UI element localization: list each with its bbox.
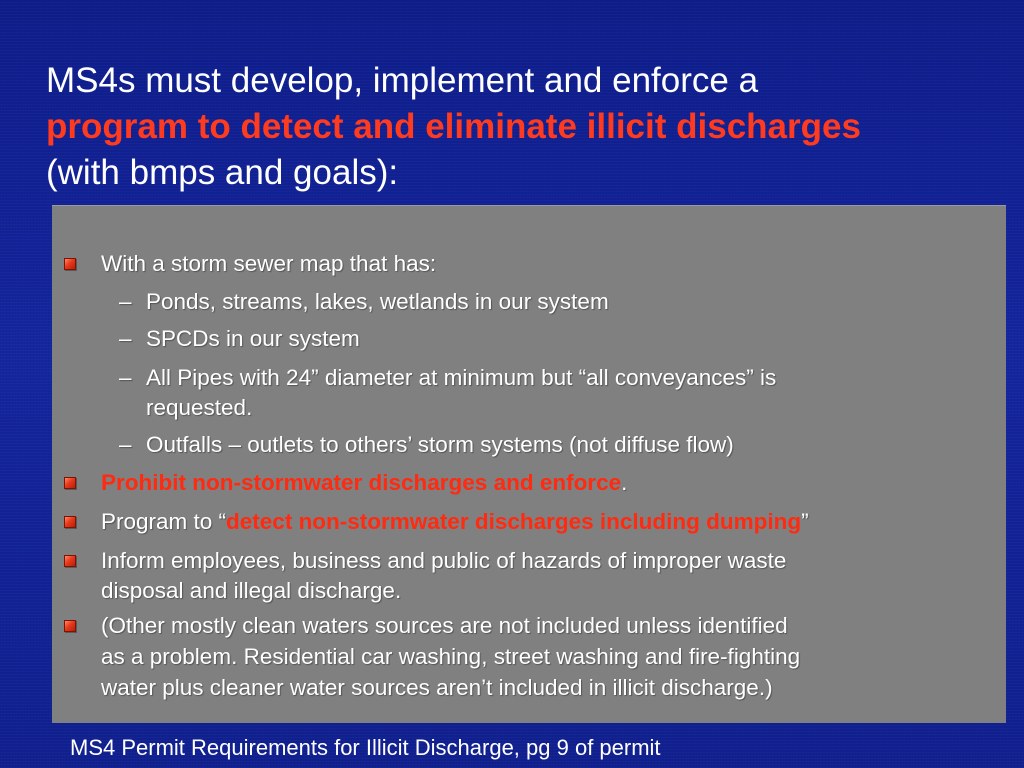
bullet-prohibit-discharges [101,467,1001,498]
bullet-inform-line-2: disposal and illegal discharge. [101,578,402,603]
slide-title [46,58,1006,196]
square-bullet-icon [64,516,76,528]
bullet-inform-line-1: Inform employees, business and public of hazards of improper waste [101,548,787,573]
prohibit-suffix: . [621,470,628,495]
dash-bullet: – [119,326,132,351]
detect-highlight: detect non-stormwater discharges including dumping [226,509,802,534]
slide-footer: MS4 Permit Requirements for Illicit Discharge, pg 9 of permit [70,735,661,760]
dash-bullet: – [119,365,132,390]
bullet-other-waters-line-1: (Other mostly clean waters sources are not included unless identified [101,613,788,638]
program-suffix: ” [801,509,809,534]
sub-item-outfalls: Outfalls – outlets to others’ storm systems (not diffuse flow) [146,432,734,457]
sub-item-pipes-line-1: All Pipes with 24” diameter at minimum but “all conveyances” is [146,365,777,390]
bullet-program-to-detect [101,506,1001,537]
sub-item-ponds: Ponds, streams, lakes, wetlands in our system [146,289,609,314]
square-bullet-icon [64,258,76,270]
square-bullet-icon [64,555,76,567]
program-prefix: Program to “ [101,509,227,534]
square-bullet-icon [64,477,76,489]
sub-item-pipes-line-2: requested. [146,395,253,420]
prohibit-highlight: Prohibit non-stormwater discharges and enforce [101,470,622,495]
square-bullet-icon [64,620,76,632]
bullet-other-waters-line-3: water plus cleaner water sources aren’t included in illicit discharge.) [101,675,773,700]
title-line-1: MS4s must develop, implement and enforce a [46,61,759,100]
bullet-other-waters-line-2: as a problem. Residential car washing, street washing and fire-fighting [101,644,801,669]
dash-bullet: – [119,432,132,457]
bullet-storm-sewer-map: With a storm sewer map that has: [101,251,437,276]
sub-item-spcds: SPCDs in our system [146,326,360,351]
content-panel [52,205,1006,723]
dash-bullet: – [119,289,132,314]
title-line-2-highlight: program to detect and eliminate illicit discharges [46,107,861,146]
title-line-3: (with bmps and goals): [46,153,399,192]
